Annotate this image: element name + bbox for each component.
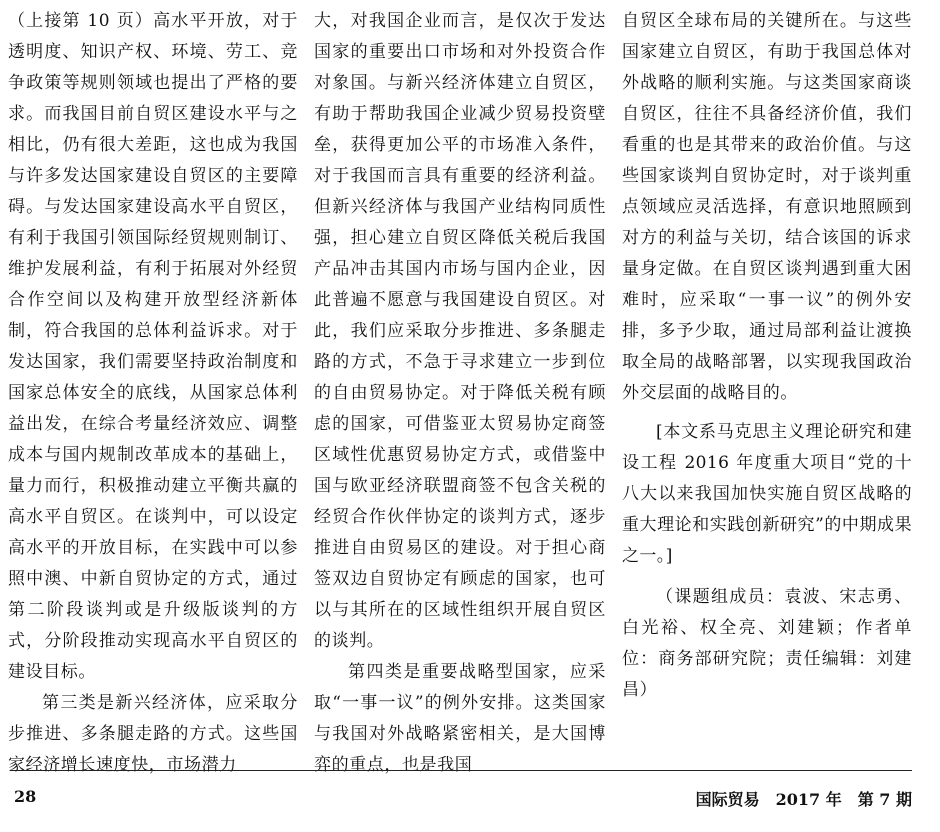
col1-paragraph-1: （上接第 10 页）高水平开放，对于透明度、知识产权、环境、劳工、竞争政策等规则领域也提出了严格的要求。而我国目前自贸区建设水平与之相比，仍有很大差距，这也成为我国与许多发达国家建设自贸区的主要障碍。与发达国家建设高水平自贸区，有利于我国引领国际经贸规则制订、维护发展利益，有利于拓展对外经贸合作空间以及构建开放型经济新体制，符合我国的总体利益诉求。对于发达国家，我们需要坚持政治制度和国家总体安全的底线，从国家总体利益出发，在综合考量经济效应、调整成本与国内规制改革成本的基础上，量力而行，积极推动建立平衡共赢的高水平自贸区。在谈判中，可以设定高水平的开放目标，在实践中可以参照中澳、中新自贸协定的方式，通过第二阶段谈判或是升级版谈判的方式，分阶段推动实现高水平自贸区的建设目标。: [8, 11, 298, 682]
page-number: 28: [14, 787, 37, 806]
footer-rule: [10, 770, 912, 771]
col1-paragraph-2: 第三类是新兴经济体，应采取分步推进、多条腿走路的方式。这些国家经济增长速度快，市场潜力: [8, 693, 298, 775]
col2-paragraph-2: 第四类是重要战略型国家，应采取“一事一议”的例外安排。这类国家与我国对外战略紧密相关，是大国博弈的重点，也是我国: [314, 662, 606, 775]
col2-paragraph-1: 大，对我国企业而言，是仅次于发达国家的重要出口市场和对外投资合作对象国。与新兴经济体建立自贸区，有助于帮助我国企业减少贸易投资壁垒，获得更加公平的市场准入条件，对于我国而言具有重要的经济利益。但新兴经济体与我国产业结构同质性强，担心建立自贸区降低关税后我国产品冲击其国内市场与国内企业，因此普遍不愿意与我国建设自贸区。对此，我们应采取分步推进、多条腿走路的方式，不急于寻求建立一步到位的自由贸易协定。对于降低关税有顾虑的国家，可借鉴亚太贸易协定商签区域性优惠贸易协定方式，或借鉴中国与欧亚经济联盟商签不包含关税的经贸合作伙伴协定的谈判方式，逐步推进自由贸易区的建设。对于担心商签双边自贸协定有顾虑的国家，也可以与其所在的区域性组织开展自贸区的谈判。: [314, 11, 606, 651]
column-2: [314, 6, 606, 781]
journal-footer: 国际贸易 2017 年 第 7 期: [695, 790, 912, 809]
funding-note: [本文系马克思主义理论研究和建设工程 2016 年度重大项目“党的十八大以来我国加快实施自贸区战略的重大理论和实践创新研究”的中期成果之一。]: [622, 422, 912, 566]
col3-paragraph-1: 自贸区全球布局的关键所在。与这些国家建立自贸区，有助于我国总体对外战略的顺利实施。与这类国家商谈自贸区，往往不具备经济价值，我们看重的也是其带来的政治价值。与这些国家谈判自贸协定时，对于谈判重点领域应灵活选择，有意识地照顾到对方的利益与关切，结合该国的诉求量身定做。在自贸区谈判遇到重大困难时，应采取“一事一议”的例外安排，多予少取，通过局部利益让渡换取全局的战略部署，以实现我国政治外交层面的战略目的。: [622, 11, 912, 403]
author-credits: （课题组成员：袁波、宋志勇、白光裕、权全亮、刘建颖；作者单位：商务部研究院；责任编辑：刘建昌）: [622, 587, 912, 700]
column-3: [622, 6, 912, 706]
column-1: [8, 6, 298, 781]
